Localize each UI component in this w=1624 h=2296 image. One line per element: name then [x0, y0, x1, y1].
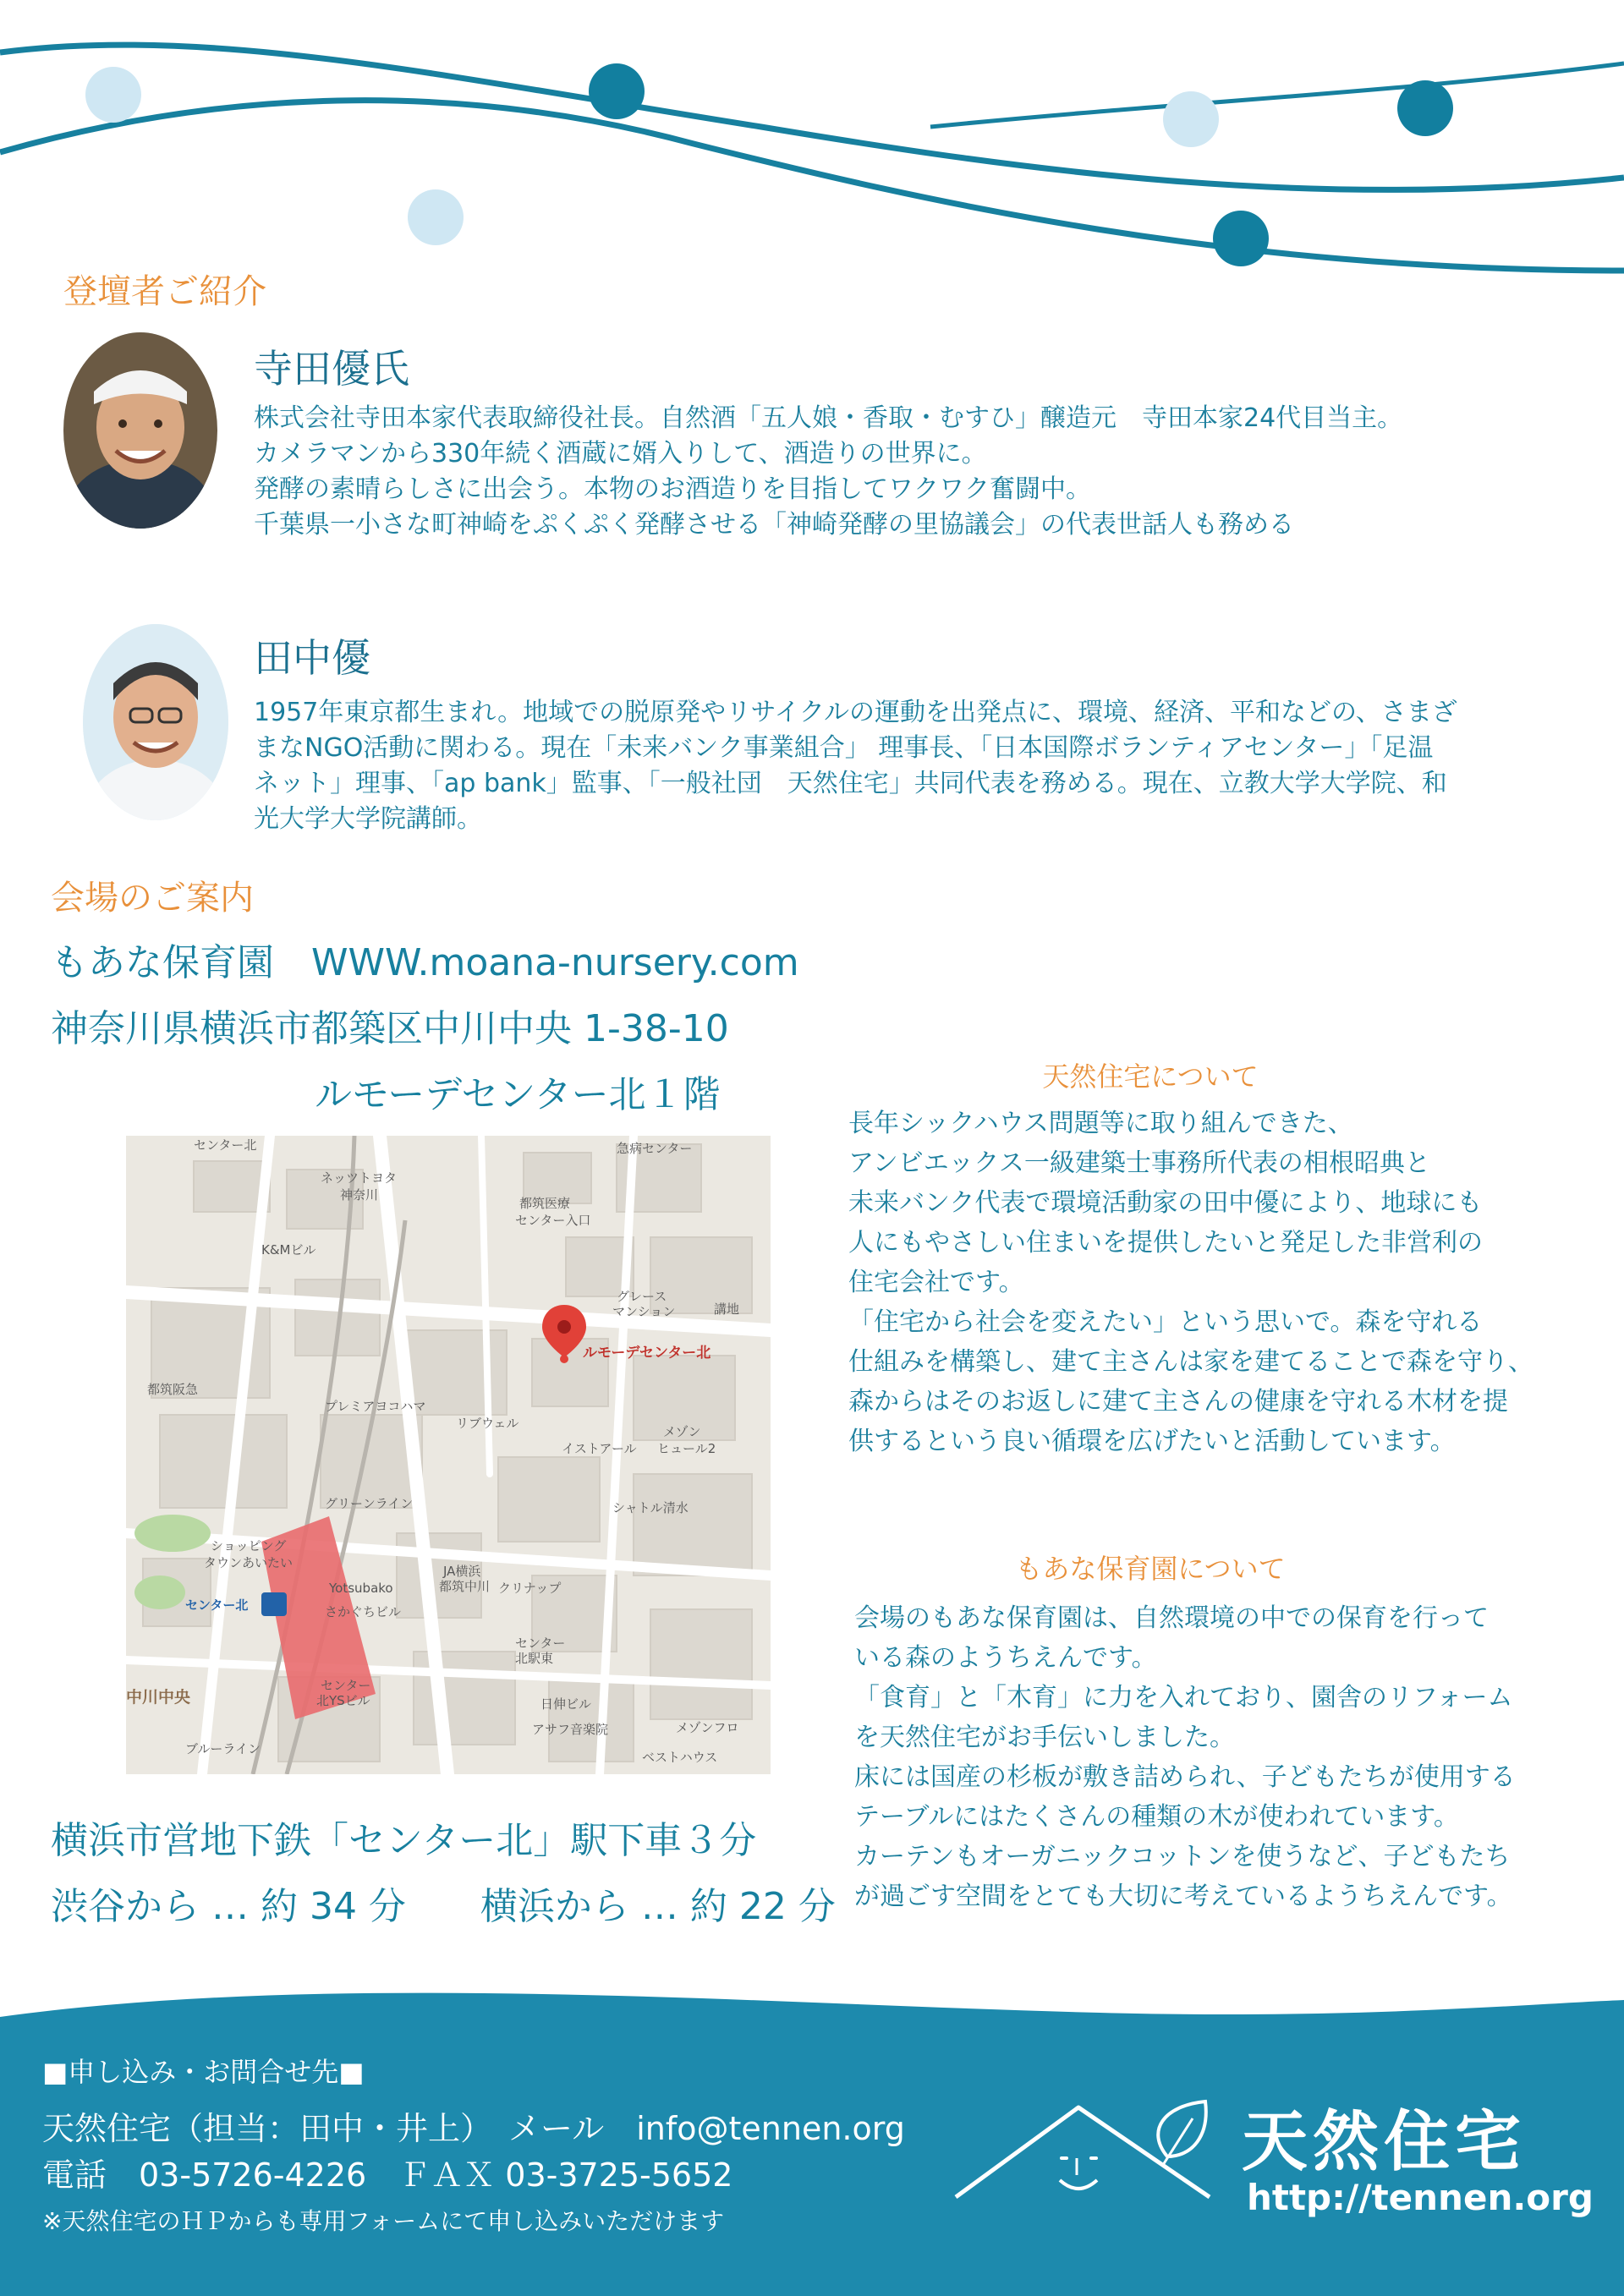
terada-avatar — [63, 332, 217, 529]
map-label: クリナップ — [498, 1581, 562, 1596]
map-label: マンション — [612, 1304, 676, 1319]
venue-name-url: もあな保育園 WWW.moana-nursery.com — [51, 941, 799, 984]
text-line: いる森のようちえんです。 — [854, 1643, 1157, 1673]
text-line: テーブルにはたくさんの種類の木が使われています。 — [854, 1802, 1459, 1832]
about-moana-text — [854, 1598, 1516, 1916]
map-label: リブウェル — [456, 1416, 519, 1431]
map-label: ショッピング — [211, 1538, 287, 1553]
bio-line: 光大学大学院講師。 — [254, 804, 482, 834]
map-label: 北駅東 — [515, 1651, 554, 1666]
venue-section-title: 会場のご案内 — [51, 879, 254, 918]
bio-line: まなNGO活動に関わる。現在「未来バンク事業組合」 理事長、「日本国際ボランティアセンター」「足温 — [254, 733, 1434, 763]
venue-address: 神奈川県横浜市都築区中川中央 1-38-10 — [51, 1007, 729, 1050]
venue-map[interactable] — [126, 1136, 771, 1774]
footer-phone: 電話 03-5726-4226 ＦＡＸ 03-3725-5652 — [42, 2156, 733, 2194]
text-line: アンビエックス一級建築士事務所代表の相根昭典と — [848, 1148, 1430, 1178]
map-label: ネッツトヨタ — [321, 1170, 398, 1186]
map-label: ベストハウス — [642, 1750, 718, 1765]
map-label: メゾンフロ — [676, 1720, 739, 1735]
map-label: さかぐちビル — [325, 1604, 402, 1619]
map-label: 急病センター — [617, 1141, 693, 1156]
map-label: 中川中央 — [126, 1688, 191, 1707]
map-label: タウンあいたい — [204, 1555, 294, 1570]
map-label: シャトル清水 — [612, 1500, 689, 1515]
map-label: センター北 — [194, 1137, 257, 1153]
bio-line: 千葉県一小さな町神崎をぷくぷく発酵させる「神崎発酵の里協議会」の代表世話人も務める — [254, 510, 1294, 540]
map-label: アサフ音楽院 — [532, 1722, 609, 1737]
speaker-name: 寺田優氏 — [254, 346, 409, 392]
map-label: 神奈川 — [340, 1187, 379, 1203]
map-label: ルモーデセンター北 — [583, 1345, 711, 1362]
text-line: 会場のもあな保育園は、自然環境の中での保育を行って — [854, 1603, 1489, 1633]
map-label: Yotsubako — [329, 1581, 393, 1596]
bio-line: 株式会社寺田本家代表取締役社長。自然酒「五人娘・香取・むすひ」醸造元 寺田本家24代目当主。 — [254, 403, 1403, 433]
text-line: が過ごす空間をとても大切に考えているようちえんです。 — [854, 1882, 1512, 1911]
map-label: グレース — [617, 1289, 667, 1304]
tanaka-avatar — [83, 624, 228, 820]
venue-building: ルモーデセンター北１階 — [315, 1073, 721, 1116]
map-label: ブルーライン — [185, 1741, 261, 1756]
text-line: 森からはそのお返しに建て主さんの健康を守れる木材を提 — [848, 1387, 1508, 1417]
footer-contact: 天然住宅（担当：田中・井上） メール info@tennen.org — [42, 2110, 905, 2147]
speakers-section-title: 登壇者ご紹介 — [63, 272, 266, 311]
header-wave-decoration — [0, 0, 1624, 288]
map-label: プレミアヨコハマ — [325, 1399, 426, 1414]
map-label: グリーンライン — [325, 1496, 414, 1511]
speaker-bio — [254, 695, 1457, 837]
about-tennen-text — [848, 1104, 1533, 1461]
access-times: 渋谷から … 約 34 分 横浜から … 約 22 分 — [51, 1885, 836, 1928]
map-label: K&Mビル — [261, 1242, 316, 1258]
about-tennen-title: 天然住宅について — [1042, 1060, 1259, 1093]
map-label: 都筑阪急 — [147, 1382, 199, 1397]
bio-line: 発酵の素晴らしさに出会う。本物のお酒造りを目指してワクワク奮闘中。 — [254, 474, 1091, 504]
map-label: センター北 — [185, 1597, 249, 1613]
bio-line: 1957年東京都生まれ。地域での脱原発やリサイクルの運動を出発点に、環境、経済、平和などの、さまざ — [254, 698, 1457, 727]
map-label: 都筑医療 — [519, 1196, 571, 1211]
map-label: JA横浜 — [443, 1564, 481, 1579]
text-line: 「住宅から社会を変えたい」という思いで。森を守れる — [848, 1307, 1483, 1337]
text-line: 「食育」と「木育」に力を入れており、園舎のリフォーム — [854, 1683, 1513, 1712]
text-line: 未来バンク代表で環境活動家の田中優により、地球にも — [848, 1188, 1483, 1218]
map-label: 日伸ビル — [540, 1696, 592, 1712]
text-line: 仕組みを構築し、建て主さんは家を建てることで森を守り、 — [848, 1347, 1533, 1377]
text-line: を天然住宅がお手伝いしました。 — [854, 1723, 1235, 1752]
footer-heading: ■申し込み・お問合せ先■ — [42, 2056, 365, 2088]
bio-line: ネット」理事、「ap bank」監事、「一般社団 天然住宅」共同代表を務める。現在、立教大学大学院、和 — [254, 769, 1447, 798]
map-label: センター — [515, 1636, 566, 1651]
about-moana-title: もあな保育園について — [1015, 1553, 1286, 1585]
text-line: 人にもやさしい住まいを提供したいと発足した非営利の — [848, 1228, 1483, 1258]
text-line: 長年シックハウス問題等に取り組んできた、 — [848, 1109, 1353, 1138]
map-label: 都筑中川 — [439, 1579, 491, 1594]
map-label: 北YSビル — [316, 1693, 370, 1708]
access-station: 横浜市営地下鉄「センター北」駅下車３分 — [51, 1819, 757, 1862]
footer-note: ※天然住宅のＨＰからも専用フォームにて申し込みいただけます — [42, 2207, 725, 2235]
text-line: 床には国産の杉板が敷き詰められ、子どもたちが使用する — [854, 1762, 1516, 1792]
footer-brand-url[interactable]: http://tennen.org — [1247, 2177, 1594, 2218]
bio-line: カメラマンから330年続く酒蔵に婿入りして、酒造りの世界に。 — [254, 439, 987, 469]
map-label: センター入口 — [515, 1213, 591, 1228]
text-line: カーテンもオーガニックコットンを使うなど、子どもたち — [854, 1842, 1511, 1871]
text-line: 供するという良い循環を広げたいと活動しています。 — [848, 1427, 1456, 1456]
map-label: イストアール — [562, 1441, 637, 1456]
footer-brand: 天然住宅 — [1242, 2104, 1527, 2180]
map-label: センター — [321, 1678, 371, 1693]
map-label: メゾン — [663, 1424, 701, 1439]
speaker-bio — [254, 401, 1402, 543]
map-label: 講地 — [714, 1301, 740, 1317]
text-line: 住宅会社です。 — [848, 1268, 1024, 1297]
map-label: ヒュール2 — [657, 1441, 716, 1456]
speaker-name: 田中優 — [254, 635, 370, 681]
tennen-house-logo-icon — [952, 2097, 1222, 2216]
